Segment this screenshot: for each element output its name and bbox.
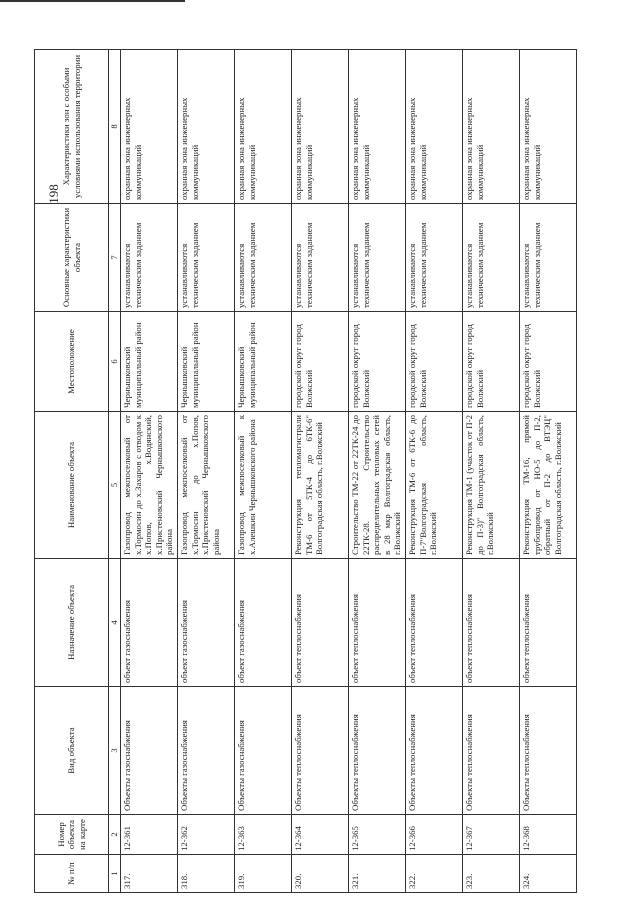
row-characteristics: устанавливаются техническим заданием <box>235 204 292 312</box>
row-name: Строительство ТМ-22 от 22ТК-24 до 22ТК-28. Строительство распределительных тепловых сетей в 28 мкр Волгоградская область, г.Волжский <box>349 412 406 559</box>
col-number: 8 <box>109 50 121 204</box>
row-purpose: объект теплоснабжения <box>520 559 577 687</box>
row-index: 318. <box>178 855 235 893</box>
row-zone: охранная зона инженерных коммуникаций <box>235 50 292 204</box>
row-purpose: объект газоснабжения <box>121 559 178 687</box>
row-characteristics: устанавливаются техническим заданием <box>463 204 520 312</box>
column-number-row <box>109 50 121 893</box>
row-characteristics: устанавливаются техническим заданием <box>121 204 178 312</box>
row-zone: охранная зона инженерных коммуникаций <box>178 50 235 204</box>
table-stage <box>34 50 563 893</box>
table-row <box>121 50 178 893</box>
header-row <box>35 50 109 893</box>
row-map-number: 12-368 <box>520 815 577 855</box>
row-kind: Объекты газоснабжения <box>178 687 235 815</box>
row-name: Реконструкция тепломагистрали ТМ-6 от 5ТК-4 до 6ТК-6" Волгоградская область, г.Волжский <box>292 412 349 559</box>
col-number: 1 <box>109 855 121 893</box>
row-zone: охранная зона инженерных коммуникаций <box>406 50 463 204</box>
row-zone: охранная зона инженерных коммуникаций <box>121 50 178 204</box>
row-kind: Объекты газоснабжения <box>121 687 178 815</box>
row-index: 323. <box>463 855 520 893</box>
row-purpose: объект газоснабжения <box>235 559 292 687</box>
row-kind: Объекты теплоснабжения <box>463 687 520 815</box>
col-number: 4 <box>109 559 121 687</box>
row-name: Газопровод межпоселковый от х.Тормосин до х.Попов, х.Пристеновский Чернышковского района <box>178 412 235 559</box>
rotated-table-wrapper <box>34 50 563 893</box>
row-name: Реконструкция ТМ-6 от 6ТК-6 до П-7"Волгоградская область, г.Волжский <box>406 412 463 559</box>
header-location: Местоположение <box>35 312 109 412</box>
row-map-number: 12-367 <box>463 815 520 855</box>
row-kind: Объекты теплоснабжения <box>406 687 463 815</box>
row-location: городской округ город Волжский <box>349 312 406 412</box>
row-name: Реконструкция ТМ-1 (участок от П-2 до П-3)" Волгоградская область, г.Волжский <box>463 412 520 559</box>
page-number: 198 <box>46 184 61 204</box>
row-zone: охранная зона инженерных коммуникаций <box>349 50 406 204</box>
table-row <box>178 50 235 893</box>
row-location: Чернышковский муниципальный район <box>121 312 178 412</box>
col-number: 6 <box>109 312 121 412</box>
row-map-number: 12-362 <box>178 815 235 855</box>
row-map-number: 12-364 <box>292 815 349 855</box>
row-index: 322. <box>406 855 463 893</box>
table-row <box>406 50 463 893</box>
col-number: 3 <box>109 687 121 815</box>
row-location: городской округ город Волжский <box>292 312 349 412</box>
row-location: городской округ город Волжский <box>463 312 520 412</box>
row-kind: Объекты теплоснабжения <box>349 687 406 815</box>
header-index: № п/п <box>35 855 109 893</box>
row-characteristics: устанавливаются техническим заданием <box>406 204 463 312</box>
row-location: городской округ город Волжский <box>406 312 463 412</box>
row-index: 319. <box>235 855 292 893</box>
row-location: Чернышковский муниципальный район <box>235 312 292 412</box>
row-kind: Объекты теплоснабжения <box>292 687 349 815</box>
row-index: 320. <box>292 855 349 893</box>
row-purpose: объект теплоснабжения <box>406 559 463 687</box>
col-number: 2 <box>109 815 121 855</box>
row-purpose: объект газоснабжения <box>178 559 235 687</box>
row-map-number: 12-366 <box>406 815 463 855</box>
row-name: Газопровод межпоселковый к х.Алешкин Чернышковского района <box>235 412 292 559</box>
row-zone: охранная зона инженерных коммуникаций <box>520 50 577 204</box>
row-index: 321. <box>349 855 406 893</box>
row-location: Чернышковский муниципальный район <box>178 312 235 412</box>
row-purpose: объект теплоснабжения <box>292 559 349 687</box>
objects-table <box>34 49 577 893</box>
header-zone: Характеристики зон с особыми условиями использования территории <box>35 50 109 204</box>
row-kind: Объекты газоснабжения <box>235 687 292 815</box>
header-name: Наименование объекта <box>35 412 109 559</box>
row-name: Газопровод межпоселковый от х.Тормосин до х.Захаров с отводом к х.Попов, х.Водянский, х.Пристеновский Чернышковского района <box>121 412 178 559</box>
row-name: Реконструкция ТМ-16, прямой трубопровод от НО-5 до П-2, обратный от П-2 до ВТЭЦ" Волгоградская область, г.Волжский <box>520 412 577 559</box>
row-index: 317. <box>121 855 178 893</box>
row-map-number: 12-361 <box>121 815 178 855</box>
row-characteristics: устанавливаются техническим заданием <box>292 204 349 312</box>
row-purpose: объект теплоснабжения <box>463 559 520 687</box>
col-number: 7 <box>109 204 121 312</box>
table-row <box>463 50 520 893</box>
header-purpose: Назначение объекта <box>35 559 109 687</box>
row-map-number: 12-363 <box>235 815 292 855</box>
row-location: городской округ город Волжский <box>520 312 577 412</box>
table-row <box>235 50 292 893</box>
row-purpose: объект теплоснабжения <box>349 559 406 687</box>
row-kind: Объекты теплоснабжения <box>520 687 577 815</box>
row-zone: охранная зона инженерных коммуникаций <box>292 50 349 204</box>
header-map-number: Номер объекта на карте <box>35 815 109 855</box>
row-characteristics: устанавливаются техническим заданием <box>178 204 235 312</box>
table-row <box>520 50 577 893</box>
row-zone: охранная зона инженерных коммуникаций <box>463 50 520 204</box>
header-characteristics: Основные характеристики объекта <box>35 204 109 312</box>
top-rule <box>0 0 185 2</box>
table-row <box>292 50 349 893</box>
row-characteristics: устанавливаются техническим заданием <box>349 204 406 312</box>
row-characteristics: устанавливаются техническим заданием <box>520 204 577 312</box>
header-kind: Вид объекта <box>35 687 109 815</box>
col-number: 5 <box>109 412 121 559</box>
table-row <box>349 50 406 893</box>
row-index: 324. <box>520 855 577 893</box>
row-map-number: 12-365 <box>349 815 406 855</box>
